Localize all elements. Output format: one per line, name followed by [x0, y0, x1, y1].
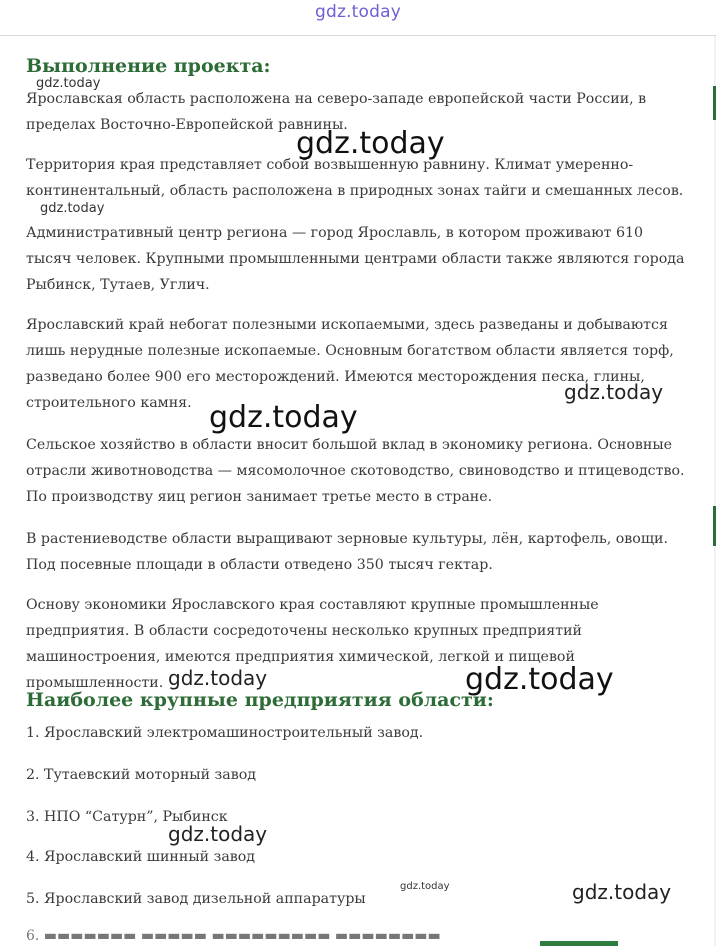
watermark-text: gdz.today: [296, 126, 445, 161]
paragraph-crops: В растениеводстве области выращивают зерновые культуры, лён, картофель, овощи. Под посевные площади в области отведено 350 тысяч гектар.: [26, 531, 668, 573]
list-item: 5. Ярославский завод дизельной аппаратуры: [26, 891, 366, 907]
watermark-text: gdz.today: [168, 666, 268, 690]
paragraph-agriculture: Сельское хозяйство в области вносит большой вклад в экономику региона. Основные отрасли животноводства — мясомолочное скотоводство, свиноводство и птицеводство. По производству яиц регион занимает третье место в стране.: [26, 437, 685, 505]
watermark-text: gdz.today: [400, 881, 450, 892]
top-watermark: gdz.today: [314, 2, 402, 22]
paragraph-minerals: Ярославский край небогат полезными ископаемыми, здесь разведаны и добываются лишь нерудные полезные ископаемые. Основным богатством области является торф, разведано более 900 его месторождений. Имеются месторождения песка, глины, строительного камня.: [26, 317, 674, 411]
list-item: 3. НПО “Сатурн”, Рыбинск: [26, 809, 228, 825]
bottom-accent-bar: [540, 941, 618, 946]
list-item: 2. Тутаевский моторный завод: [26, 767, 257, 783]
paragraph-center: Административный центр региона — город Ярославль, в котором проживают 610 тысяч человек. Крупными промышленными центрами области также являются города Рыбинск, Тутаев, Углич.: [26, 225, 685, 293]
list-item: 1. Ярославский электромашиностроительный завод.: [26, 725, 424, 741]
paragraph-economy: Основу экономики Ярославского края составляют крупные промышленные предприятия. В области сосредоточены несколько крупных предприятий машиностроения, имеются предприятия химической, легкой и пищевой промышленности.: [26, 597, 599, 691]
watermark-text: gdz.today: [40, 201, 105, 216]
watermark-text: gdz.today: [209, 400, 358, 435]
watermark-text: gdz.today: [168, 822, 268, 846]
watermark-text: gdz.today: [465, 662, 614, 697]
watermark-text: gdz.today: [572, 880, 672, 904]
clipped-next-line: 6. ▬▬▬▬▬▬▬ ▬▬▬▬▬ ▬▬▬▬▬▬▬▬▬ ▬▬▬▬▬▬▬▬: [26, 928, 441, 944]
top-bar: [0, 0, 716, 32]
watermark-text: gdz.today: [36, 76, 101, 91]
section-heading-project: Выполнение проекта:: [26, 55, 271, 77]
watermark-text: gdz.today: [564, 380, 664, 404]
paragraph-territory: Территория края представляет собой возвышенную равнину. Климат умеренно-континентальный, область расположена в природных зонах тайги и смешанных лесов.: [26, 157, 684, 199]
list-item: 4. Ярославский шинный завод: [26, 849, 256, 865]
top-divider: [0, 35, 716, 36]
section-heading-enterprises: Наиболее крупные предприятия области:: [26, 689, 494, 711]
paragraph-location: Ярославская область расположена на северо-западе европейской части России, в пределах Восточно-Европейской равнины.: [26, 91, 647, 133]
